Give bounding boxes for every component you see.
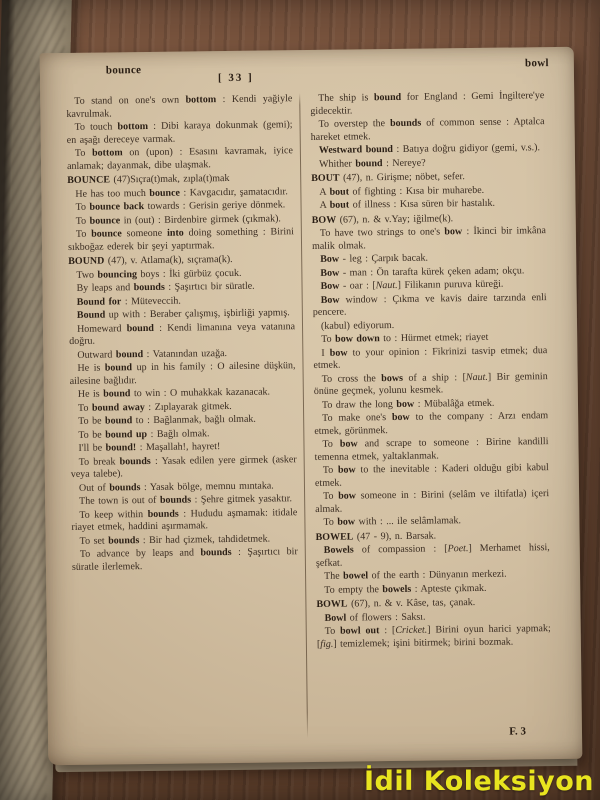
dictionary-entry: BOWEL (47 - 9), n. Barsak. (315, 529, 437, 543)
dictionary-phrase: He has too much bounce : Kavgacıdır, şamatacıdır. (75, 185, 288, 200)
dictionary-phrase: Westward bound : Batıya doğru gidiyor (gemi, v.s.). (318, 142, 541, 156)
dictionary-phrase: To touch bottom : Dibi karaya dokunmak (gemi); en aşağı dereceye varmak. (66, 119, 293, 146)
dictionary-phrase: To keep within bounds : Hududu aşmamak: itidale riayet etmek, haddini aşırmamak. (71, 506, 298, 533)
dictionary-phrase: To bow someone in : Birini (selâm ve iltifatla) içeri almak. (315, 488, 550, 515)
dictionary-phrase: Bound up with : Beraber çalışmış, işbirliği yapmış. (76, 307, 290, 321)
dictionary-phrase: He is bound up in his family : O ailesine düşkün, ailesine bağlıdır. (69, 360, 296, 387)
dictionary-phrase: Bow - man : Ön tarafta kürek çeken adam; okçu. (320, 264, 525, 279)
dictionary-phrase: The ship is bound for England : Gemi İngiltere'ye gidecektir. (310, 90, 545, 117)
dictionary-phrase: Whither bound : Nereye? (318, 157, 426, 170)
dictionary-phrase: Bound for : Müteveccih. (76, 295, 181, 308)
page-number: [ 33 ] (217, 71, 254, 85)
dictionary-phrase: To bowl out : [Cricket.] Birini oyun harici yapmak; [fig.] temizlemek; işini bitirmek; birini bozmak. (316, 623, 551, 650)
dictionary-phrase: Bow window : Çıkma ve kavis daire tarzında enli pencere. (312, 291, 547, 318)
dictionary-phrase: I'll be bound! : Maşallah!, hayret! (78, 441, 221, 454)
dictionary-phrase: I bow to your opinion : Fikrinizi tasvip etmek; dua etmek. (313, 344, 548, 371)
dictionary-phrase: Homeward bound : Kendi limanına veya vatanına doğru. (69, 320, 296, 347)
running-head-left-word: bounce (105, 64, 142, 77)
dictionary-phrase: Two bouncing boys : İki gürbüz çocuk. (76, 267, 242, 281)
dictionary-phrase: To bounce back towards : Gerisin geriye dönmek. (75, 199, 286, 213)
dictionary-entry: BOUNCE (47)Sıçra(t)mak, zıpla(t)mak (67, 172, 230, 186)
dictionary-phrase: Bow - oar : [Naut.] Filikanın puruva küreği. (320, 278, 504, 292)
dictionary-phrase: To break bounds : Yasak edilen yere girmek (asker veya talebe). (70, 453, 297, 480)
dictionary-entry: BOUT (47), n. Girişme; nöbet, sefer. (311, 171, 465, 184)
dictionary-phrase: To make one's bow to the company : Arzı endam etmek, görünmek. (314, 410, 549, 437)
dictionary-phrase: Out of bounds : Yasak bölge, memnu mıntaka. (78, 479, 274, 494)
left-column (66, 93, 307, 741)
dictionary-entry: BOUND (47), v. Atlama(k), sıçrama(k). (68, 253, 233, 267)
dictionary-entry: BOW (67), n. & v.Yay; iğilme(k). (311, 212, 454, 226)
dictionary-phrase: To bow and scrape to someone : Birine kandilli temenna etmek, yaltaklanmak. (314, 436, 549, 463)
dictionary-phrase: To cross the bows of a ship : [Naut.] Bir geminin önüne geçmek, yolunu kesmek. (313, 370, 548, 397)
running-header (66, 57, 554, 91)
dictionary-phrase: (kabul) ediyorum. (320, 319, 395, 332)
dictionary-phrase: Outward bound : Vatanından uzağa. (77, 347, 228, 361)
dictionary-phrase: By leaps and bounds : Şaşırtıcı bir süratle. (76, 280, 255, 294)
collection-watermark: İdil Koleksiyon (364, 766, 594, 797)
dictionary-phrase: To bow down to : Hürmet etmek; riayet (321, 331, 489, 345)
book-page (40, 47, 583, 765)
dictionary-phrase: He is bound to win : O muhakkak kazanacak. (77, 386, 271, 400)
dictionary-phrase: A bout of illness : Kısa süren bir hastalık. (319, 197, 496, 211)
dictionary-phrase: The bowel of the earth : Dünyanın merkezi. (324, 568, 507, 582)
dictionary-phrase: To bottom on (upon) : Esasını kavramak, iyice anlamak; dayanmak, dibe ulaşmak. (66, 145, 293, 172)
dictionary-phrase: Bowl of flowers : Saksı. (324, 611, 426, 624)
dictionary-entry: BOWL (67), n. & v. Kâse, tas, çanak. (316, 597, 476, 610)
dictionary-phrase: To draw the long bow : Mübalâğa etmek. (321, 397, 495, 411)
dictionary-phrase: The town is out of bounds : Şehre gitmek yasaktır. (79, 493, 293, 507)
signature-mark: F. 3 (509, 725, 527, 738)
dictionary-phrase: To be bound up : Bağlı olmak. (78, 427, 210, 441)
dictionary-phrase: To advance by leaps and bounds : Şaşırtıcı bir süratle ilerlemek. (71, 546, 298, 573)
dictionary-phrase: To bow to the inevitable : Kaderi olduğu gibi kabul etmek. (314, 462, 549, 489)
dictionary-phrase: Bow - leg : Çarpık bacak. (320, 252, 429, 265)
dictionary-phrase: To overstep the bounds of common sense : Aptalca hareket etmek. (310, 116, 545, 143)
running-head-right-word: bowl (524, 57, 549, 70)
dictionary-phrase: To bow with : ... ile selâmlamak. (323, 515, 462, 528)
dictionary-phrase: To be bound to : Bağlanmak, bağlı olmak. (78, 413, 256, 427)
dictionary-phrase: To set bounds : Bir had çizmek, tahdidetmek. (79, 533, 271, 547)
right-column (300, 90, 552, 738)
dictionary-phrase: To empty the bowels : Apteste çıkmak. (324, 582, 487, 596)
dictionary-phrase: Bowels of compassion : [Poet.] Merhamet hissi, şefkat. (315, 542, 550, 569)
dictionary-phrase: To bounce in (out) : Birdenbire girmek (çıkmak). (75, 212, 281, 227)
page-content (40, 47, 583, 765)
dictionary-phrase: To stand on one's own bottom : Kendi yağiyle kavrulmak. (66, 93, 293, 120)
dictionary-phrase: A bout of fighting : Kısa bir muharebe. (319, 184, 485, 198)
dictionary-phrase: To bound away : Zıplayarak gitmek. (77, 400, 232, 414)
dictionary-columns (66, 90, 562, 741)
dictionary-phrase: To have two strings to one's bow : İkinci bir imkâna malik olmak. (311, 225, 546, 252)
dictionary-phrase: To bounce someone into doing something : Birini sıkboğaz ederek bir şeyi yaptırmak. (67, 226, 294, 253)
